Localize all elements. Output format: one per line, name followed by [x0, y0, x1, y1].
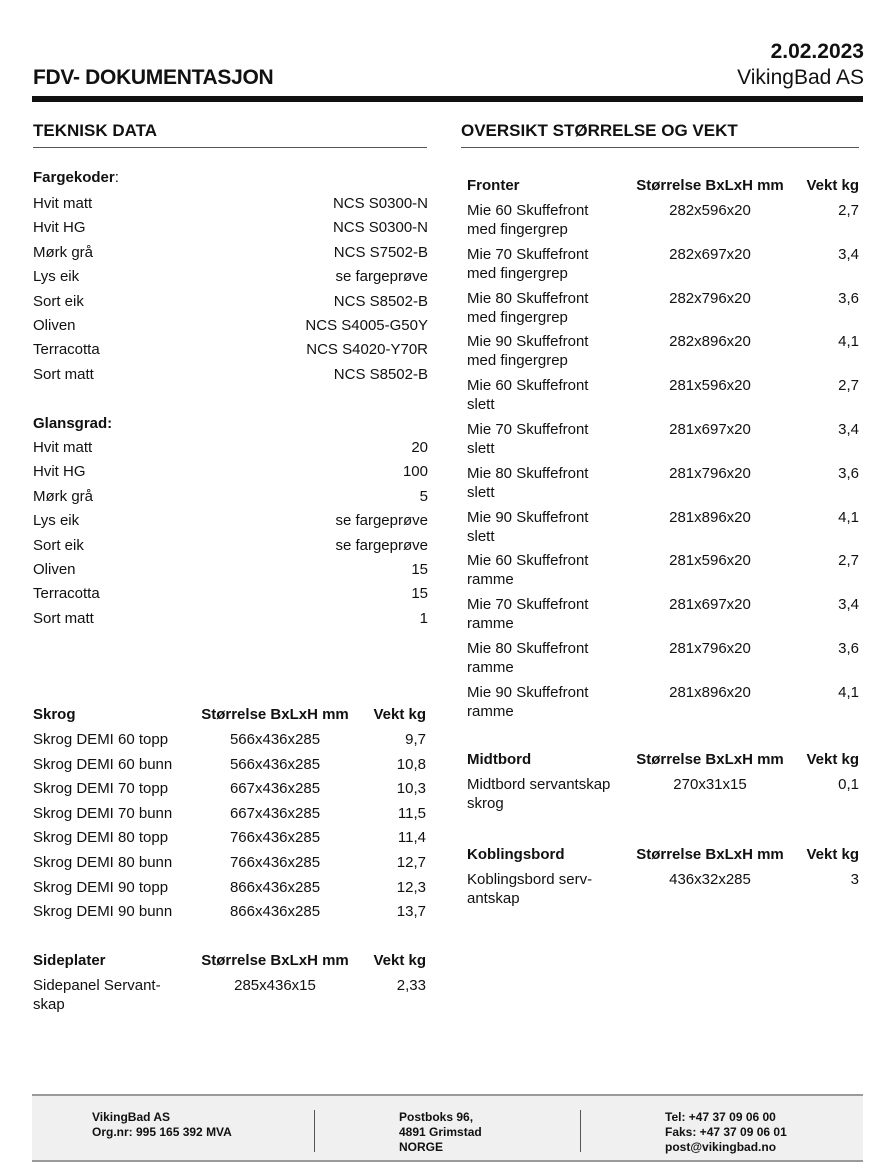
table-row: [33, 779, 426, 804]
item-size: 566x436x285: [229, 755, 321, 773]
spec-value: NCS S0300-N: [332, 195, 428, 212]
item-size: 667x436x285: [229, 804, 321, 822]
item-name: [467, 464, 632, 502]
item-weight: 2,7: [838, 552, 859, 570]
footer-contact: [665, 1110, 787, 1155]
item-name: [33, 878, 203, 897]
spec-value: NCS S0300-N: [332, 219, 428, 237]
item-size: 281x697x20: [669, 596, 751, 614]
spec-value: 20: [411, 439, 428, 456]
spec-value: 15: [411, 561, 428, 578]
color-codes-heading-colon: :: [114, 169, 119, 186]
item-name: [33, 828, 203, 847]
spec-name: Hvit matt: [33, 439, 93, 456]
spec-row: [33, 558, 428, 582]
item-name-line: Skrog DEMI 90 topp: [33, 878, 169, 896]
item-name-line: Sidepanel Servant-: [33, 977, 161, 994]
item-name-line: Skrog DEMI 80 bunn: [33, 854, 173, 871]
item-name-line: ramme: [467, 659, 514, 676]
item-name-line: Mie 90 Skuffefront: [467, 333, 589, 351]
item-name-line: ramme: [467, 702, 514, 720]
color-codes-heading-label: Fargekoder: [33, 169, 115, 186]
table-row: [467, 595, 859, 639]
item-weight: 4,1: [838, 333, 859, 351]
item-weight: 3,4: [838, 596, 859, 614]
item-name: [467, 289, 632, 327]
table-header-row: [467, 176, 859, 195]
item-name-line: Skrog DEMI 60 bunn: [33, 755, 173, 773]
spec-row: [33, 314, 428, 338]
spec-value: se fargeprøve: [335, 268, 428, 286]
spec-name: Mørk grå: [33, 487, 93, 505]
table-row: [33, 828, 426, 853]
table-row: [467, 201, 859, 245]
item-name-line: med fingergrep: [467, 308, 568, 326]
item-size: 282x596x20: [669, 202, 751, 219]
item-name: [467, 870, 632, 908]
spec-name: Hvit HG: [33, 219, 86, 237]
item-weight: 4,1: [838, 508, 859, 526]
spec-value: NCS S8502-B: [333, 365, 428, 383]
spec-row: [33, 265, 428, 289]
item-weight: 3,6: [838, 289, 859, 307]
section-title-oversikt: OVERSIKT STØRRELSE OG VEKT: [461, 121, 738, 140]
footer-address: [399, 1110, 482, 1155]
column-header: Vekt kg: [373, 706, 426, 723]
table-row: [467, 420, 859, 464]
item-weight: 2,7: [838, 377, 859, 395]
spec-row: [33, 192, 428, 216]
item-weight: 11,4: [397, 829, 426, 847]
item-name-line: slett: [467, 440, 495, 457]
item-name: [33, 779, 203, 798]
company-name: VikingBad AS: [737, 66, 864, 89]
column-header: Fronter: [467, 177, 520, 194]
item-name-line: med fingergrep: [467, 352, 568, 370]
footer-line: 4891 Grimstad: [399, 1125, 482, 1139]
column-header: Vekt kg: [806, 177, 859, 194]
item-name-line: slett: [467, 527, 495, 545]
item-size: 566x436x285: [229, 731, 321, 748]
item-name-line: slett: [467, 396, 495, 414]
item-name-line: Mie 80 Skuffefront: [467, 289, 589, 307]
spec-value: NCS S7502-B: [333, 243, 428, 261]
item-name-line: Midtbord servantskap: [467, 776, 611, 793]
table-row: [33, 755, 426, 780]
spec-value: 15: [411, 585, 428, 603]
item-weight: 10,8: [396, 755, 426, 773]
spec-name: Sort eik: [33, 536, 84, 554]
item-weight: 3,4: [838, 245, 859, 263]
table-row: [33, 730, 426, 755]
spec-row: [33, 534, 428, 558]
item-size: 281x796x20: [669, 640, 751, 657]
footer-line: post@vikingbad.no: [665, 1140, 777, 1154]
item-weight: 3,6: [838, 464, 859, 482]
item-name-line: Koblingsbord serv-: [467, 871, 593, 888]
item-size: 270x31x15: [673, 776, 747, 793]
item-name: [467, 332, 632, 370]
spec-value: 1: [419, 609, 428, 627]
column-header: Størrelse BxLxH mm: [636, 177, 784, 194]
item-name: [467, 201, 632, 239]
item-name: [33, 804, 203, 823]
spec-value: NCS S4020-Y70R: [306, 341, 428, 359]
item-size: 281x796x20: [669, 464, 751, 482]
section-title-teknisk-data: TEKNISK DATA: [33, 121, 158, 140]
spec-row: [33, 290, 428, 314]
spec-name: Sort matt: [33, 365, 94, 383]
footer-line: Postboks 96,: [399, 1110, 474, 1124]
item-name: [467, 775, 632, 813]
item-name: [467, 595, 632, 633]
item-name: [33, 902, 203, 921]
item-weight: 12,3: [396, 878, 426, 896]
spec-row: [33, 241, 428, 265]
item-weight: 10,3: [396, 780, 426, 798]
item-name-line: Mie 90 Skuffefront: [467, 508, 589, 526]
table-row: [467, 870, 859, 910]
spec-name: Terracotta: [33, 585, 100, 603]
spec-row: [33, 509, 428, 533]
column-header: Størrelse BxLxH mm: [201, 706, 349, 723]
item-name-line: Skrog DEMI 70 topp: [33, 780, 169, 798]
item-name: [467, 551, 632, 589]
column-header: Størrelse BxLxH mm: [636, 751, 784, 768]
footer-divider: [314, 1110, 315, 1152]
item-size: 281x596x20: [669, 377, 751, 395]
item-size: 282x796x20: [669, 289, 751, 307]
table-row: [33, 804, 426, 829]
item-name: [467, 376, 632, 414]
item-name-line: Skrog DEMI 60 topp: [33, 731, 169, 748]
document-date: 2.02.2023: [770, 40, 864, 63]
spec-value: se fargeprøve: [335, 512, 428, 530]
item-weight: 13,7: [396, 903, 426, 921]
item-size: 667x436x285: [229, 780, 321, 798]
item-size: 281x697x20: [669, 421, 751, 438]
item-name-line: Skrog DEMI 70 bunn: [33, 804, 173, 822]
table-row: [467, 683, 859, 727]
item-name: [467, 420, 632, 458]
item-weight: 2,33: [396, 977, 426, 994]
spec-row: [33, 338, 428, 362]
footer-line: Tel: +47 37 09 06 00: [665, 1110, 776, 1124]
spec-row: [33, 460, 428, 484]
item-name-line: skrog: [467, 795, 504, 812]
item-weight: 3: [850, 871, 859, 888]
item-name-line: Mie 60 Skuffefront: [467, 552, 589, 570]
spec-row: [33, 363, 428, 387]
spec-row: [33, 436, 428, 460]
table-header-row: [467, 845, 859, 864]
item-name-line: skap: [33, 996, 65, 1013]
table-row: [467, 775, 859, 815]
spec-value: NCS S4005-G50Y: [305, 317, 428, 334]
spec-name: Hvit HG: [33, 463, 86, 481]
item-weight: 3,4: [838, 421, 859, 438]
table-row: [33, 976, 426, 1016]
spec-row: [33, 216, 428, 240]
item-size: 436x32x285: [669, 871, 751, 888]
column-header: Koblingsbord: [467, 846, 565, 863]
item-name-line: Skrog DEMI 90 bunn: [33, 903, 173, 921]
item-name-line: Mie 60 Skuffefront: [467, 377, 589, 395]
item-name-line: Mie 80 Skuffefront: [467, 464, 589, 482]
spec-name: Lys eik: [33, 268, 80, 286]
table-row: [33, 878, 426, 903]
item-name: [467, 508, 632, 546]
column-header: Størrelse BxLxH mm: [201, 952, 349, 969]
item-name-line: ramme: [467, 571, 514, 589]
item-size: 281x596x20: [669, 552, 751, 570]
table-header-row: [33, 951, 426, 970]
column-header: Sideplater: [33, 952, 106, 969]
column-header: Størrelse BxLxH mm: [636, 846, 784, 863]
item-name: [467, 245, 632, 283]
spec-row: [33, 582, 428, 606]
item-size: 282x896x20: [669, 333, 751, 351]
footer-divider: [580, 1110, 581, 1152]
spec-name: Sort matt: [33, 609, 94, 627]
item-size: 766x436x285: [229, 854, 321, 871]
item-size: 281x896x20: [669, 508, 751, 526]
item-size: 766x436x285: [229, 829, 321, 847]
spec-name: Hvit matt: [33, 195, 93, 212]
table-header-row: [467, 750, 859, 769]
item-size: 281x896x20: [669, 683, 751, 701]
table-row: [467, 245, 859, 289]
column-header: Midtbord: [467, 751, 532, 768]
table-row: [467, 464, 859, 508]
item-name-line: Mie 70 Skuffefront: [467, 245, 589, 263]
spec-name: Oliven: [33, 561, 76, 578]
table-row: [467, 376, 859, 420]
table-row: [467, 289, 859, 333]
item-weight: 0,1: [838, 776, 859, 793]
table-row: [467, 332, 859, 376]
item-name-line: ramme: [467, 615, 514, 633]
column-header: Skrog: [33, 706, 76, 723]
footer-company-info: [92, 1110, 232, 1140]
item-name-line: Mie 70 Skuffefront: [467, 421, 589, 438]
item-name-line: Mie 90 Skuffefront: [467, 683, 589, 701]
table-row: [467, 639, 859, 683]
item-size: 866x436x285: [229, 903, 321, 921]
item-name-line: Mie 70 Skuffefront: [467, 596, 589, 614]
column-header: Vekt kg: [806, 751, 859, 768]
table-row: [467, 508, 859, 552]
item-name-line: med fingergrep: [467, 264, 568, 282]
spec-value: 5: [419, 487, 428, 505]
item-size: 285x436x15: [234, 977, 316, 994]
item-name-line: antskap: [467, 890, 520, 907]
spec-row: [33, 607, 428, 631]
spec-value: 100: [402, 463, 428, 481]
item-name-line: Mie 80 Skuffefront: [467, 640, 589, 657]
document-title: FDV- DOKUMENTASJON: [33, 66, 274, 89]
color-codes-heading: [33, 169, 119, 186]
footer-line: Org.nr: 995 165 392 MVA: [92, 1125, 232, 1139]
item-name: [33, 755, 203, 774]
table-row: [467, 551, 859, 595]
item-name: [33, 976, 183, 1014]
column-header: Vekt kg: [373, 952, 426, 969]
item-weight: 2,7: [838, 202, 859, 219]
spec-value: se fargeprøve: [335, 536, 428, 554]
item-size: 866x436x285: [229, 878, 321, 896]
item-name: [467, 639, 632, 677]
item-name: [33, 853, 203, 872]
item-weight: 3,6: [838, 640, 859, 657]
spec-name: Terracotta: [33, 341, 100, 359]
table-row: [33, 853, 426, 878]
item-weight: 12,7: [396, 854, 426, 871]
table-row: [33, 902, 426, 927]
table-header-row: [33, 705, 426, 724]
gloss-heading: Glansgrad:: [33, 415, 113, 432]
spec-name: Oliven: [33, 317, 76, 334]
item-name-line: Skrog DEMI 80 topp: [33, 829, 169, 847]
item-size: 282x697x20: [669, 245, 751, 263]
item-name-line: slett: [467, 483, 495, 501]
item-weight: 11,5: [397, 804, 426, 822]
item-name: [33, 730, 203, 749]
spec-name: Mørk grå: [33, 243, 93, 261]
spec-value: NCS S8502-B: [333, 292, 428, 310]
item-weight: 4,1: [838, 683, 859, 701]
spec-name: Sort eik: [33, 292, 84, 310]
section-divider: [461, 147, 859, 148]
header-divider: [32, 96, 863, 102]
column-header: Vekt kg: [806, 846, 859, 863]
footer-line: Faks: +47 37 09 06 01: [665, 1125, 787, 1139]
section-divider: [33, 147, 427, 148]
footer-line: NORGE: [399, 1140, 444, 1154]
item-weight: 9,7: [405, 731, 426, 748]
footer: [32, 1094, 863, 1162]
spec-row: [33, 485, 428, 509]
item-name: [467, 683, 632, 721]
item-name-line: Mie 60 Skuffefront: [467, 202, 589, 219]
footer-line: VikingBad AS: [92, 1110, 171, 1124]
item-name-line: med fingergrep: [467, 221, 568, 238]
spec-name: Lys eik: [33, 512, 80, 530]
